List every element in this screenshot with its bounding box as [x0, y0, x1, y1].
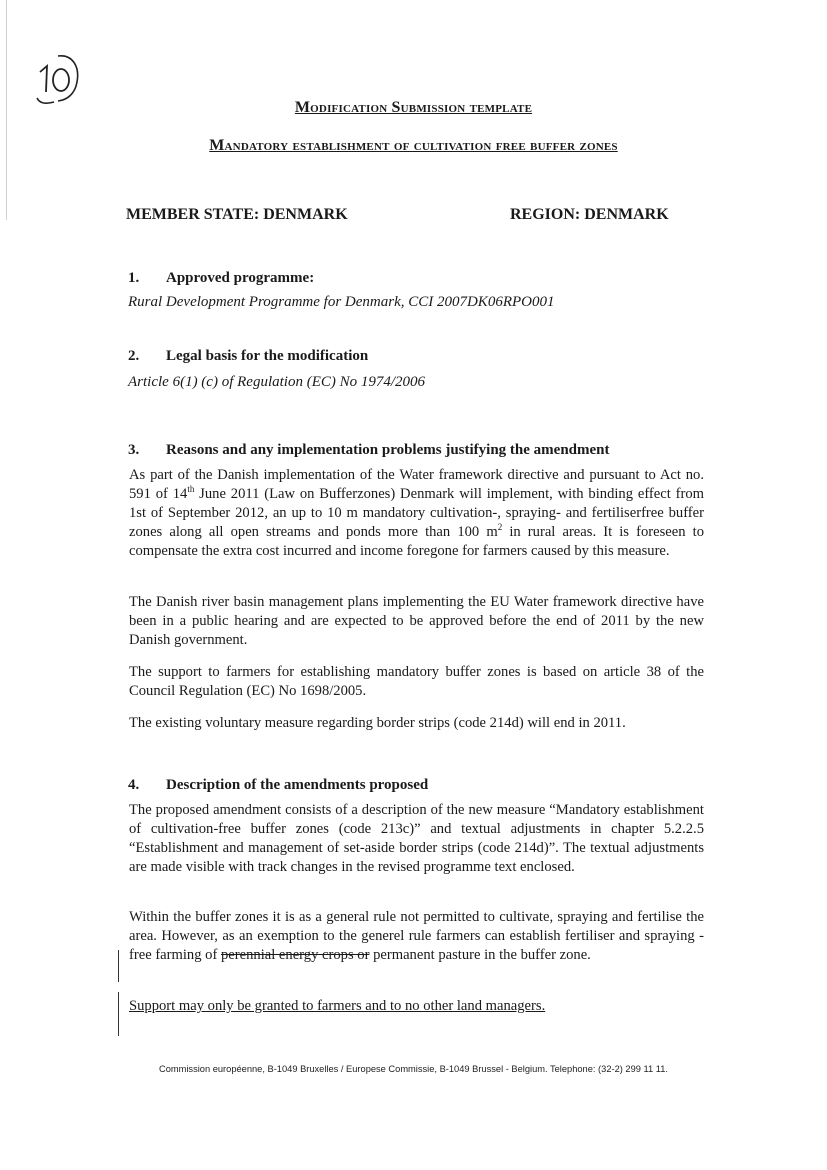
section-4-paragraph-1	[129, 801, 704, 877]
paragraph-text: The proposed amendment consists of a description of the new measure “Mandatory establishment of cultivation-free buffer zones (code 213c)” and textual adjustments in chapter 5.2.2.5 “Establishment and management of set-aside border strips (code 214d)”. The textual adjustments are made visible with track changes in the revised programme text enclosed.	[129, 802, 704, 875]
document-title: Modification Submission template	[294, 99, 533, 116]
change-bar	[118, 992, 119, 1036]
section-number: 4.	[128, 777, 140, 793]
section-heading-text: Description of the amendments proposed	[166, 777, 429, 793]
document-subtitle: Mandatory establishment of cultivation free buffer zones	[209, 137, 618, 154]
handwritten-page-number	[34, 52, 80, 106]
text-run: As part of the Danish implementation of the Water framework directive and pursuant to Act no. 591 of 14	[129, 467, 704, 502]
section-heading-text: Reasons and any implementation problems justifying the amendment	[166, 442, 610, 458]
section-4-paragraph-3	[129, 997, 704, 1016]
superscript: th	[187, 484, 195, 495]
paragraph-text: The existing voluntary measure regarding border strips (code 214d) will end in 2011.	[129, 715, 626, 731]
superscript: 2	[497, 522, 503, 533]
deleted-text: perennial energy crops or	[220, 947, 370, 963]
text-run: permanent pasture in the buffer zone.	[369, 947, 591, 963]
text-run: Within the buffer zones it is as a general rule not permitted to cultivate, spraying and fertilise the area. However, as an exemption to the generel rule farmers can establish fertiliser and spraying -free farming of	[129, 909, 704, 963]
section-number: 3.	[128, 442, 140, 458]
member-state-label: MEMBER STATE: DENMARK	[126, 206, 348, 223]
text-run: June 2011 (Law on Bufferzones) Denmark will implement, with binding effect from 1st of September 2012, an up to 10 m mandatory cultivation-, spraying- and fertiliserfree buffer zones along all open streams and ponds more than 100 m	[129, 486, 704, 540]
section-1-heading	[128, 270, 314, 287]
section-3-paragraph-3	[129, 663, 704, 701]
section-3-heading	[128, 442, 610, 459]
paragraph-text: The support to farmers for establishing mandatory buffer zones is based on article 38 of the Council Regulation (EC) No 1698/2005.	[129, 664, 704, 699]
section-heading-text: Legal basis for the modification	[166, 348, 369, 364]
section-2-heading	[128, 348, 368, 365]
section-2-text: Article 6(1) (c) of Regulation (EC) No 1974/2006	[128, 374, 426, 390]
section-4-paragraph-2	[129, 908, 704, 965]
change-bar	[118, 950, 119, 982]
section-3-paragraph-1	[129, 466, 704, 561]
section-3-paragraph-4	[129, 714, 704, 733]
page-footer: Commission européenne, B-1049 Bruxelles / Europese Commissie, B-1049 Brussel - Belgium. Telephone: (32-2) 299 11 11.	[158, 1064, 668, 1074]
text-run: in rural areas. It is foreseen to compensate the extra cost incurred and income foregone for farmers caused by this measure.	[129, 524, 705, 559]
section-3-paragraph-2	[129, 593, 704, 650]
inserted-text: Support may only be granted to farmers and to no other land managers.	[129, 998, 546, 1014]
region-label: REGION: DENMARK	[510, 206, 669, 223]
section-number: 2.	[128, 348, 140, 364]
section-1-text: Rural Development Programme for Denmark, CCI 2007DK06RPO001	[128, 294, 555, 310]
section-4-heading	[128, 777, 428, 794]
section-heading-text: Approved programme:	[166, 270, 315, 286]
paragraph-text: The Danish river basin management plans implementing the EU Water framework directive have been in a public hearing and are expected to be approved before the end of 2011 by the new Danish government.	[129, 594, 704, 648]
section-number: 1.	[128, 270, 140, 286]
